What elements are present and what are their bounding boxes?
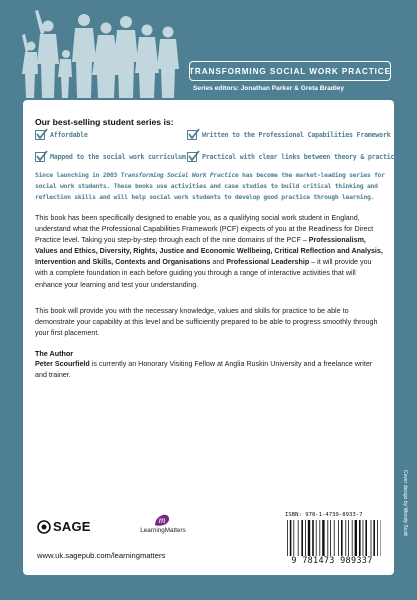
author-bio: Peter Scourfield is currently an Honorary Visiting Fellow at Anglia Ruskin University and a freelance writer and trainer. [35,360,373,380]
isbn-number: ISBN: 978-1-4739-8933-7 [285,512,363,518]
features-heading: Our best-selling student series is: [35,117,174,127]
barcode-bar [338,520,339,556]
barcode-bar [352,520,353,556]
checkbox-checked-icon [187,152,197,162]
barcode-bar [293,520,294,556]
barcode-bar [365,520,367,556]
barcode-image [285,520,381,556]
barcode-bar [373,520,375,556]
feature-curriculum: Mapped to the social work curriculum [35,152,186,162]
checkbox-checked-icon [35,130,45,140]
barcode-bar [290,520,292,556]
barcode-bar [319,520,320,556]
barcode-bar [316,520,317,556]
series-title-box [189,61,391,81]
barcode-bar [298,520,299,556]
barcode-bar [355,520,357,556]
barcode-bar [341,520,343,556]
barcode-bar [348,520,349,556]
barcode-area [283,512,383,568]
author-name: Peter Scourfield [35,360,90,368]
learning-matters-icon [153,511,171,527]
feature-affordable: Affordable [35,130,88,140]
series-intro: Since launching in 2003 Transforming Social Work Practice has become the market-leading series for social work students. These books use activities and case studies to build critical thinking and reflection skills and will help social work students to develop good practice through learning. [35,172,385,201]
barcode-bar [330,520,331,556]
checkbox-checked-icon [35,152,45,162]
series-name: Transforming Social Work Practice [120,172,239,179]
sage-logo-icon [37,520,51,534]
barcode-bar [371,520,372,556]
svg-text:m: m [158,515,166,525]
capability-paragraph: This book will provide you with the necessary knowledge, values and skills for practice to be able to demonstrate your capability at this level and be sufficiently prepared to be able to progress smoothly through your first placement. [35,307,378,338]
learning-matters-logo: m LearningMatters [133,511,193,541]
barcode-bar [312,520,314,556]
barcode-bar [377,520,378,556]
series-title: TRANSFORMING SOCIAL WORK PRACTICE [189,66,391,76]
cover-design-credit: Cover design by Wendy Scott [402,470,408,536]
barcode-bar [363,520,364,556]
barcode-bar [305,520,306,556]
people-silhouettes-image [22,6,182,98]
barcode-bar [334,520,335,556]
sage-logo: SAGE [37,519,91,534]
feature-pcf: Written to the Professional Capabilities Framework [187,130,391,140]
description-paragraph: This book has been specifically designed to enable you, as a qualifying social work student in England, understand what the Professional Capabilities Framework (PCF) expects of you at the Readiness for Direct Practice level. Taking you step-by-step through each of the nine domains of the PCF – Professionalism, Values and Ethics, Diversity, Rights, Justice and Economic Wellbeing, Critical Reflection and Analysis, Intervention and Skills, Contexts and Organisations and Professional Leadership – it will provide you with a complete foundation in each before guiding you through a range of interactive activities that will enhance your learning and test your understanding. [35,214,383,289]
series-editors: Series editors: Jonathan Parker & Greta Bradley [193,85,344,92]
checkbox-checked-icon [187,130,197,140]
barcode-bar [359,520,361,556]
barcode-digits: 9 781473 989337 [291,556,373,566]
barcode-bar [345,520,346,556]
barcode-bar [308,520,310,556]
barcode-bar [287,520,288,556]
feature-practical: Practical with clear links between theory & practice [187,152,398,162]
barcode-bar [327,520,328,556]
publisher-url[interactable]: www.uk.sagepub.com/learningmatters [37,551,166,560]
back-cover-panel [23,100,399,575]
author-heading: The Author [35,349,74,358]
barcode-bar [301,520,303,556]
barcode-bar [322,520,324,556]
